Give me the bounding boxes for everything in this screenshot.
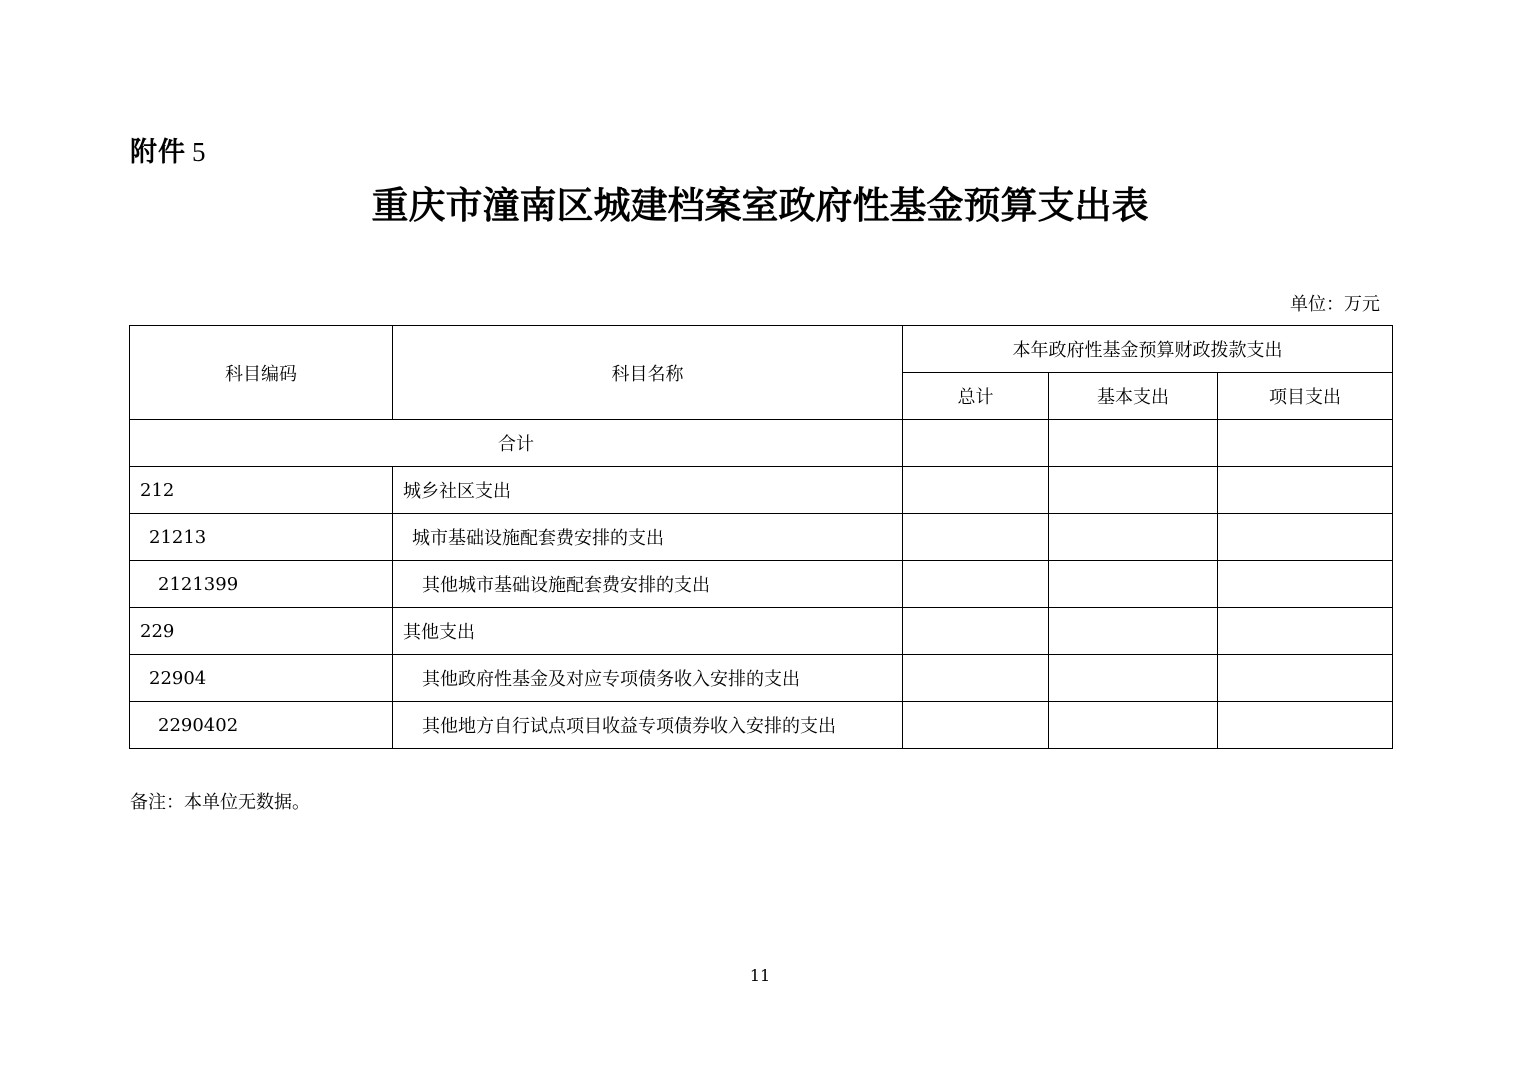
name-cell: 其他支出 [393, 608, 903, 655]
header-basic: 基本支出 [1049, 373, 1218, 420]
project-cell [1218, 655, 1393, 702]
table-row [130, 561, 1393, 608]
header-project: 项目支出 [1218, 373, 1393, 420]
code-cell: 229 [130, 608, 393, 655]
code-cell: 2121399 [130, 561, 393, 608]
code-cell: 212 [130, 467, 393, 514]
name-cell: 其他城市基础设施配套费安排的支出 [393, 561, 903, 608]
name-cell: 城乡社区支出 [393, 467, 903, 514]
table-row [130, 467, 1393, 514]
page-number: 11 [749, 966, 771, 985]
page-title: 重庆市潼南区城建档案室政府性基金预算支出表 [371, 183, 1149, 227]
budget-table [129, 325, 1393, 749]
name-cell: 其他政府性基金及对应专项债务收入安排的支出 [393, 655, 903, 702]
basic-cell [1049, 702, 1218, 749]
total-cell [903, 514, 1049, 561]
code-cell: 2290402 [130, 702, 393, 749]
total-cell [903, 561, 1049, 608]
header-total: 总计 [903, 373, 1049, 420]
header-row-1 [130, 326, 1393, 373]
project-cell [1218, 420, 1393, 467]
attachment-text: 附件 [130, 137, 186, 168]
header-code: 科目编码 [130, 326, 393, 420]
name-cell: 其他地方自行试点项目收益专项债券收入安排的支出 [393, 702, 903, 749]
project-cell [1218, 702, 1393, 749]
name-cell: 城市基础设施配套费安排的支出 [393, 514, 903, 561]
code-cell: 22904 [130, 655, 393, 702]
total-cell [903, 420, 1049, 467]
total-cell [903, 467, 1049, 514]
table-row [130, 655, 1393, 702]
basic-cell [1049, 561, 1218, 608]
basic-cell [1049, 420, 1218, 467]
code-cell: 21213 [130, 514, 393, 561]
total-row [130, 420, 1393, 467]
total-label: 合计 [130, 420, 903, 467]
project-cell [1218, 608, 1393, 655]
header-name: 科目名称 [393, 326, 903, 420]
total-cell [903, 655, 1049, 702]
footnote: 备注：本单位无数据。 [130, 792, 310, 813]
table-row [130, 608, 1393, 655]
total-cell [903, 702, 1049, 749]
attachment-label [130, 130, 207, 169]
total-cell [903, 608, 1049, 655]
project-cell [1218, 514, 1393, 561]
basic-cell [1049, 514, 1218, 561]
table-row [130, 514, 1393, 561]
project-cell [1218, 561, 1393, 608]
attachment-number: 5 [192, 137, 207, 167]
basic-cell [1049, 655, 1218, 702]
header-group: 本年政府性基金预算财政拨款支出 [903, 326, 1393, 373]
basic-cell [1049, 467, 1218, 514]
unit-label: 单位：万元 [1290, 294, 1380, 315]
project-cell [1218, 467, 1393, 514]
table-row [130, 702, 1393, 749]
basic-cell [1049, 608, 1218, 655]
